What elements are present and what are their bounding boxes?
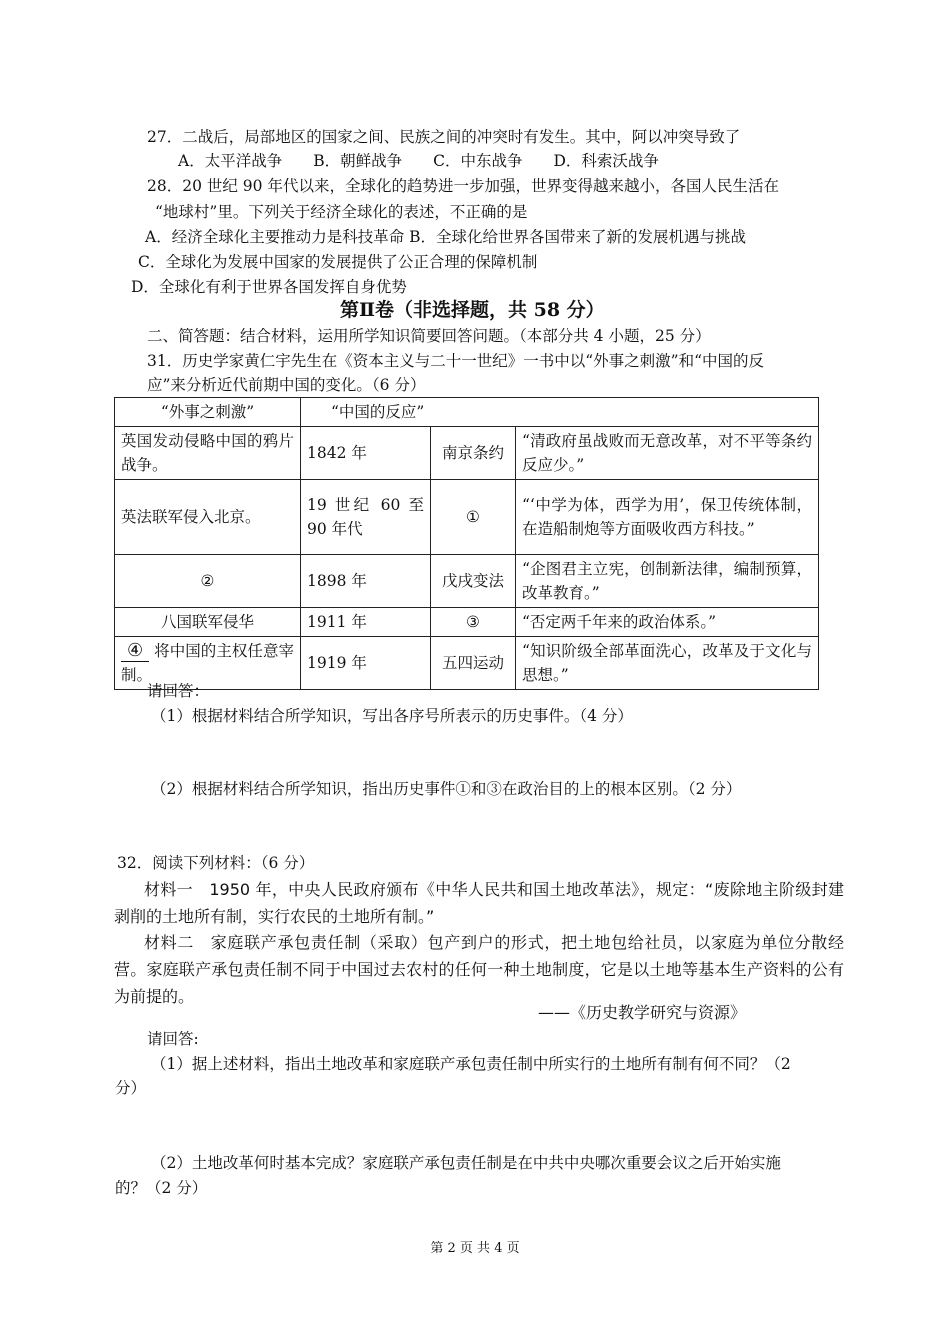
table-row [115,480,819,555]
cell-stimulus-blank: ② [115,555,301,608]
cell-event-blank: ① [431,480,516,555]
q28-stem-1: 28．20 世纪 90 年代以来，全球化的趋势进一步加强，世界变得越来越小，各国人民生活在 [147,177,779,195]
q32-material-1: 材料一 1950 年，中央人民政府颁布《中华人民共和国土地改革法》，规定：“废除地主阶级封建剥削的土地所有制，实行农民的土地所有制。” [114,880,844,926]
q28-stem-2: “地球村”里。下列关于经济全球化的表述，不正确的是 [155,203,528,221]
header-stimulus: “外事之刺激” [115,398,301,427]
cell-event-blank: ③ [431,608,516,637]
q31-sub1: （1）根据材料结合所学知识，写出各序号所表示的历史事件。（4 分） [151,707,633,725]
section-intro: 二、简答题：结合材料，运用所学知识简要回答问题。（本部分共 4 小题，25 分） [147,327,711,345]
q32-material-2: 材料二 家庭联产承包责任制（采取）包产到户的形式，把土地包给社员，以家庭为单位分散经营。家庭联产承包责任制不同于中国过去农村的任何一种土地制度，它是以土地等基本生产资料的公有为前提的。 [114,933,844,1006]
cell-time: 1919 年 [301,637,431,690]
page-number: 第 2 页 共 4 页 [430,1241,520,1256]
cell-quote: “清政府虽战败而无意改革，对不平等条约反应少。” [516,427,819,480]
table-header-row [115,398,819,427]
q31-stem-2: 应”来分析近代前期中国的变化。（6 分） [147,376,426,394]
cell-time: 1898 年 [301,555,431,608]
q27-options: A．太平洋战争 B．朝鲜战争 C．中东战争 D．科索沃战争 [178,152,659,170]
cell-quote: “否定两千年来的政治体系。” [516,608,819,637]
table-row [115,608,819,637]
cell-stimulus: 英法联军侵入北京。 [115,480,301,555]
cell-quote: “‘中学为体，西学为用’，保卫传统体制，在造船制炮等方面吸收西方科技。” [516,480,819,555]
cell-quote: “知识阶级全部革面洗心，改革及于文化与思想。” [516,637,819,690]
q32-sub2-line2: 的？（2 分） [115,1179,208,1197]
table-row [115,555,819,608]
cell-quote: “企图君主立宪，创制新法律，编制预算，改革教育。” [516,555,819,608]
cell-time: 19 世纪 60 至 90 年代 [301,480,431,555]
q31-ask: 请回答： [147,682,210,700]
q32-sub2-line1: （2）土地改革何时基本完成？家庭联产承包责任制是在中共中央哪次重要会议之后开始实施 [151,1154,781,1172]
q32-sub1-line1: （1）据上述材料，指出土地改革和家庭联产承包责任制中所实行的土地所有制有何不同？（2 [151,1055,791,1073]
cell-time: 1911 年 [301,608,431,637]
section-title: 第Ⅱ卷（非选择题，共 58 分） [340,299,605,321]
q27-stem: 27．二战后，局部地区的国家之间、民族之间的冲突时有发生。其中，阿以冲突导致了 [147,128,741,146]
blank-mark: ④ [121,640,149,662]
q31-stem-1: 31．历史学家黄仁宇先生在《资本主义与二十一世纪》一书中以“外事之刺激”和“中国的反 [147,352,764,370]
header-response: “中国的反应” [301,398,819,427]
q32-stem: 32．阅读下列材料：（6 分） [117,854,315,872]
q32-ask: 请回答: [147,1030,199,1048]
table-row [115,637,819,690]
cell-event: 南京条约 [431,427,516,480]
cell-event: 戊戌变法 [431,555,516,608]
cell-stimulus: 英国发动侵略中国的鸦片战争。 [115,427,301,480]
q31-table [114,397,819,690]
cell-time: 1842 年 [301,427,431,480]
q28-option-c: C．全球化为发展中国家的发展提供了公正合理的保障机制 [138,253,538,271]
q32-sub1-line2: 分） [115,1079,147,1097]
cell-event: 五四运动 [431,637,516,690]
q28-options-ab: A．经济全球化主要推动力是科技革命 B．全球化给世界各国带来了新的发展机遇与挑战 [145,228,747,246]
cell-stimulus: 八国联军侵华 [115,608,301,637]
q28-option-d: D．全球化有利于世界各国发挥自身优势 [131,278,407,296]
q31-sub2: （2）根据材料结合所学知识，指出历史事件①和③在政治目的上的根本区别。（2 分） [151,780,742,798]
table-row [115,427,819,480]
q32-source: ——《历史教学研究与资源》 [538,1003,747,1022]
cell-stimulus-text: 将中国的主权任意宰制。 [121,642,294,684]
